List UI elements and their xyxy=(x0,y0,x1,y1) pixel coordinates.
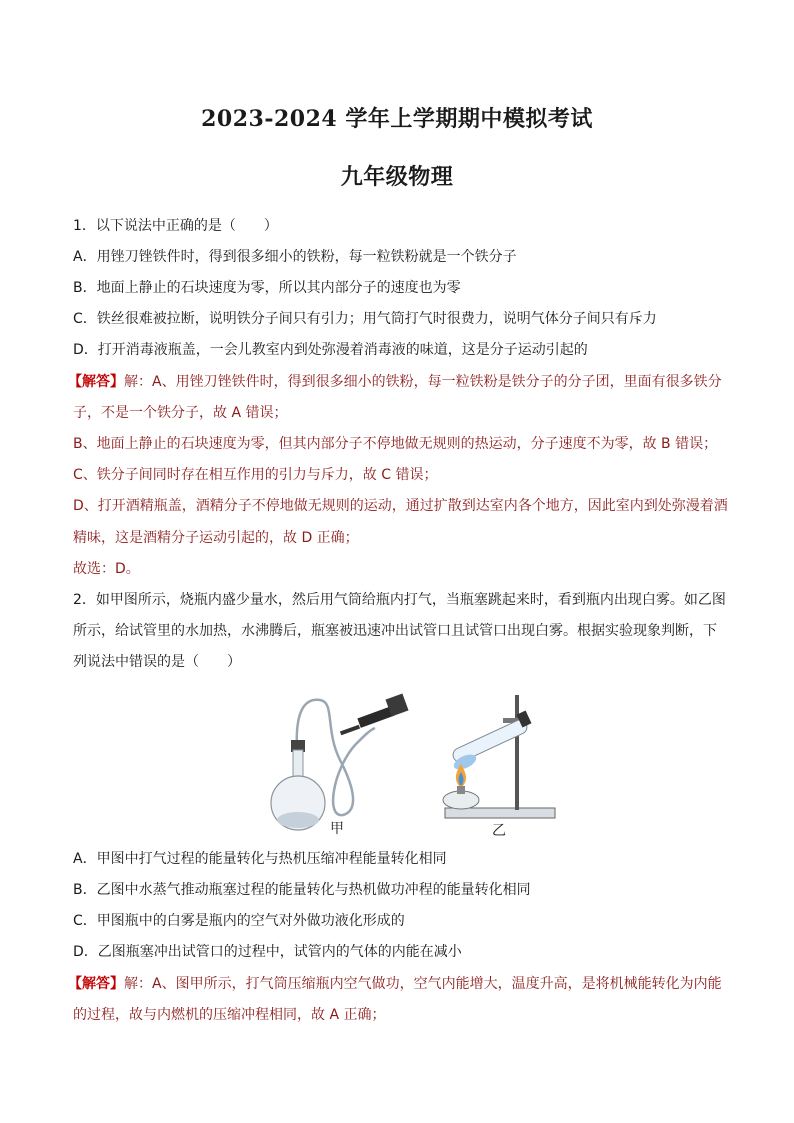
q2-stem-line-2: 所示，给试管里的水加热，水沸腾后，瓶塞被迅速冲出试管口且试管口出现白雾。根据实验现象判断，下 xyxy=(73,623,717,639)
experiment-figure xyxy=(245,690,585,840)
q1-answer-line-1: 【解答】解：A、用锉刀锉铁件时，得到很多细小的铁粉，每一粒铁粉是铁分子的分子团，里面有很多铁分 xyxy=(68,374,722,390)
q2-option-b: B．乙图中水蒸气推动瓶塞过程的能量转化与热机做功冲程的能量转化相同 xyxy=(73,882,531,898)
exam-subtitle: 九年级物理 xyxy=(340,164,454,190)
q2-option-d: D．乙图瓶塞冲出试管口的过程中，试管内的气体的内能在减小 xyxy=(73,944,462,960)
q2-answer-line-1: 【解答】解：A、图甲所示，打气筒压缩瓶内空气做功，空气内能增大，温度升高，是将机械能转化为内能 xyxy=(68,976,722,992)
figure-illustration xyxy=(245,690,585,840)
q1-stem: 1．以下说法中正确的是（ ） xyxy=(73,218,278,234)
figure-label-yi: 乙 xyxy=(492,823,506,839)
q2-stem-line-3: 列说法中错误的是（ ） xyxy=(73,654,241,670)
q1-option-a: A．用锉刀锉铁件时，得到很多细小的铁粉，每一粒铁粉就是一个铁分子 xyxy=(73,249,517,265)
figure-label-jia: 甲 xyxy=(330,821,344,837)
exam-title: 2023-2024 学年上学期期中模拟考试 xyxy=(201,106,593,132)
q2-option-c: C．甲图瓶中的白雾是瓶内的空气对外做功液化形成的 xyxy=(73,913,405,929)
q1-option-d: D．打开消毒液瓶盖，一会儿教室内到处弥漫着消毒液的味道，这是分子运动引起的 xyxy=(73,342,588,358)
answer-tag: 【解答】 xyxy=(68,374,124,390)
test-tube-burner-image xyxy=(443,695,555,818)
q1-answer-line-7: 故选：D。 xyxy=(73,561,140,577)
flask-with-pump-image xyxy=(271,693,409,830)
q1-option-c: C．铁丝很难被拉断，说明铁分子间只有引力；用气筒打气时很费力，说明气体分子间只有斥力 xyxy=(73,311,657,327)
q1-option-b: B．地面上静止的石块速度为零，所以其内部分子的速度也为零 xyxy=(73,280,461,296)
q1-answer-line-3: B、地面上静止的石块速度为零，但其内部分子不停地做无规则的热运动，分子速度不为零，故 B 错误； xyxy=(73,436,718,452)
q1-answer-line-4: C、铁分子间同时存在相互作用的引力与斥力，故 C 错误； xyxy=(73,467,438,483)
q2-answer-line-2: 的过程，故与内燃机的压缩冲程相同，故 A 正确； xyxy=(73,1007,386,1023)
q1-answer-line-5: D、打开酒精瓶盖，酒精分子不停地做无规则的运动，通过扩散到达室内各个地方，因此室内到处弥漫着酒 xyxy=(73,498,728,514)
answer-tag: 【解答】 xyxy=(68,976,124,992)
q2-stem-line-1: 2．如甲图所示，烧瓶内盛少量水，然后用气筒给瓶内打气，当瓶塞跳起来时，看到瓶内出现白雾。如乙图 xyxy=(73,592,726,608)
q1-answer-line-6: 精味，这是酒精分子运动引起的，故 D 正确； xyxy=(73,530,359,546)
q1-answer-line-2: 子，不是一个铁分子，故 A 错误； xyxy=(73,405,288,421)
q2-option-a: A．甲图中打气过程的能量转化与热机压缩冲程能量转化相同 xyxy=(73,851,447,867)
